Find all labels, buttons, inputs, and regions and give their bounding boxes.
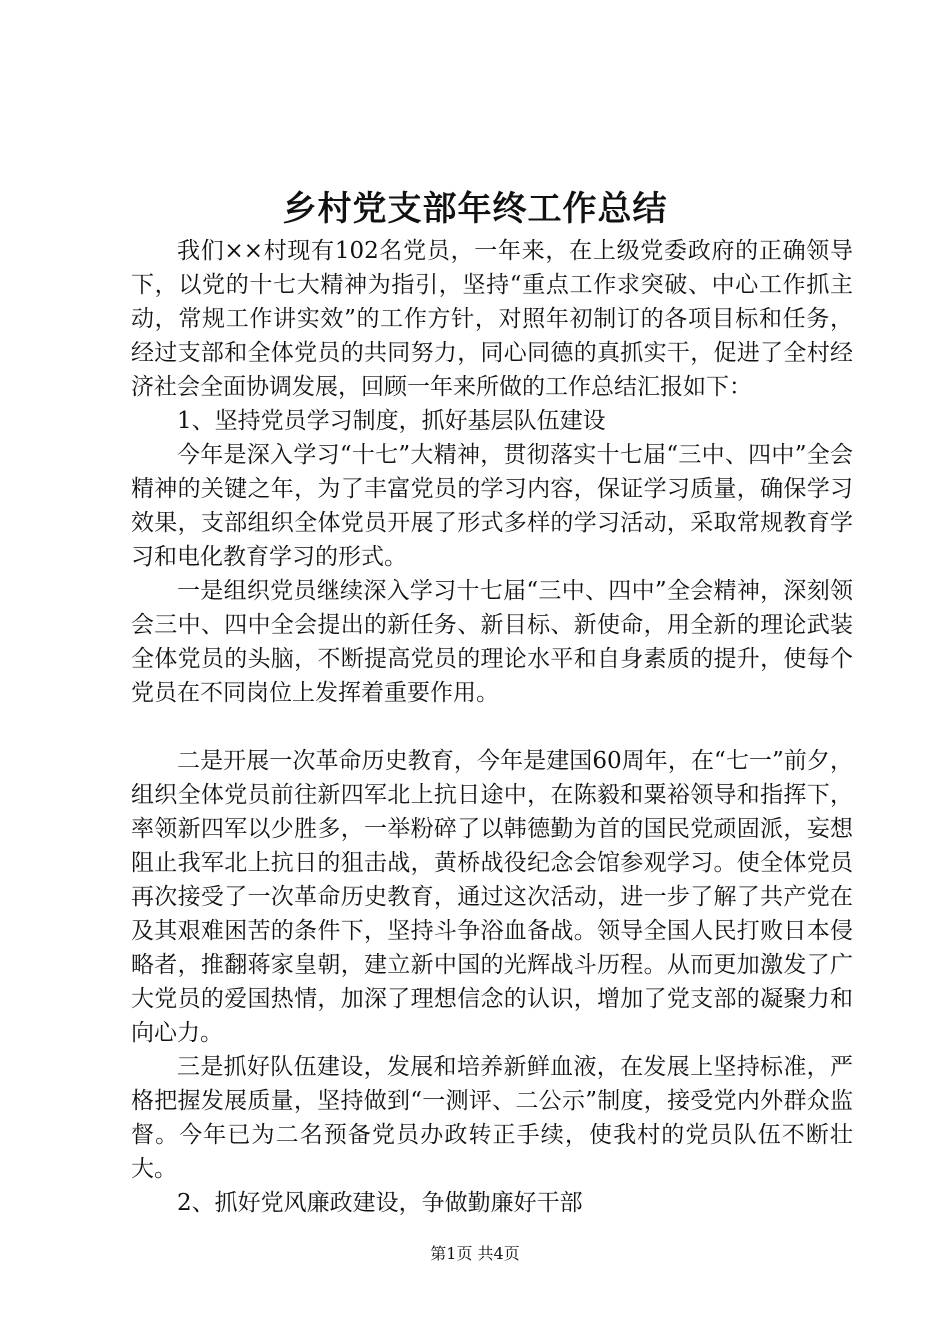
paragraph-point-two: 二是开展一次革命历史教育，今年是建国60周年，在“七一”前夕，组织全体党员前往新四军北上抗日途中，在陈毅和粟裕领导和指挥下，率领新四军以少胜多，一举粉碎了以韩德勤为首的国民党顽固派，妄想阻止我军北上抗日的狙击战，黄桥战役纪念会馆参观学习。使全体党员再次接受了一次革命历史教育，通过这次活动，进一步了解了共产党在及其艰难困苦的条件下，坚持斗争浴血备战。领导全国人民打败日本侵略者，推翻蒋家皇朝，建立新中国的光辉战斗历程。从而更加激发了广大党员的爱国热情，加深了理想信念的认识，增加了党支部的凝聚力和向心力。 <box>131 748 853 1046</box>
document-body <box>131 234 853 1220</box>
section-heading-2: 2、抓好党风廉政建设，争做勤廉好干部 <box>177 1190 583 1216</box>
document-title: 乡村党支部年终工作总结 <box>282 189 668 229</box>
page-number-footer: 第1页 共4页 <box>430 1244 520 1263</box>
section-heading-1: 1、坚持党员学习制度，抓好基层队伍建设 <box>177 408 606 434</box>
paragraph-intro: 我们××村现有102名党员，一年来，在上级党委政府的正确领导下，以党的十七大精神为指引，坚持“重点工作求突破、中心工作抓主动，常规工作讲实效”的工作方针，对照年初制订的各项目标和任务，经过支部和全体党员的共同努力，同心同德的真抓实干，促进了全村经济社会全面协调发展，回顾一年来所做的工作总结汇报如下： <box>131 238 853 400</box>
paragraph-point-three: 三是抓好队伍建设，发展和培养新鲜血液，在发展上坚持标准，严格把握发展质量，坚持做到“一测评、二公示”制度，接受党内外群众监督。今年已为二名预备党员办政转正手续，使我村的党员队伍不断壮大。 <box>131 1054 853 1182</box>
paragraph-point-one: 一是组织党员继续深入学习十七届“三中、四中”全会精神，深刻领会三中、四中全会提出的新任务、新目标、新使命，用全新的理论武装全体党员的头脑，不断提高党员的理论水平和自身素质的提升，使每个党员在不同岗位上发挥着重要作用。 <box>131 578 853 706</box>
paragraph-study-context: 今年是深入学习“十七”大精神，贯彻落实十七届“三中、四中”全会精神的关键之年，为了丰富党员的学习内容，保证学习质量，确保学习效果，支部组织全体党员开展了形式多样的学习活动，采取常规教育学习和电化教育学习的形式。 <box>131 442 853 570</box>
